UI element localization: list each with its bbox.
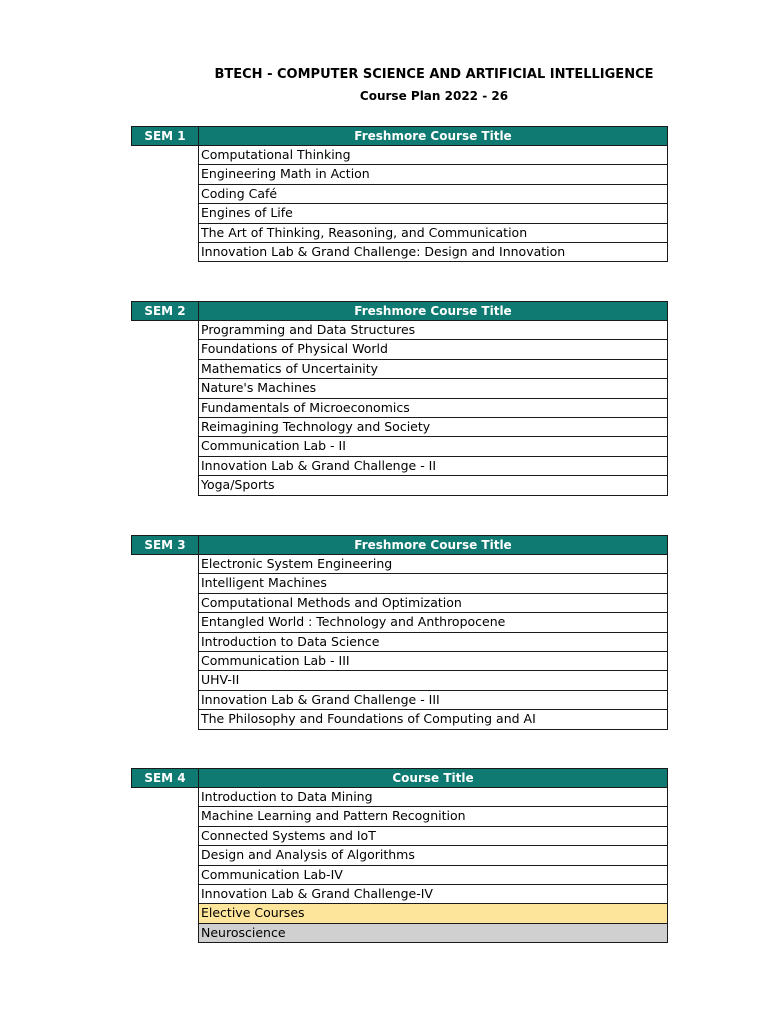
course-row: The Art of Thinking, Reasoning, and Communication <box>199 224 667 243</box>
semester-label: SEM 3 <box>132 536 199 554</box>
course-row: Connected Systems and IoT <box>199 827 667 846</box>
course-row: Innovation Lab & Grand Challenge - III <box>199 691 667 710</box>
course-row: Computational Thinking <box>199 146 667 165</box>
course-row: Reimagining Technology and Society <box>199 418 667 437</box>
course-row: Intelligent Machines <box>199 574 667 593</box>
semester-2-table <box>131 301 668 496</box>
course-row: Communication Lab - III <box>199 652 667 671</box>
semester-label: SEM 4 <box>132 769 199 787</box>
semester-3-table <box>131 535 668 730</box>
column-title: Course Title <box>392 771 474 785</box>
course-row: Nature's Machines <box>199 379 667 398</box>
column-title: Freshmore Course Title <box>354 129 512 143</box>
course-row: Innovation Lab & Grand Challenge-IV <box>199 885 667 904</box>
course-row: Engineering Math in Action <box>199 165 667 184</box>
semester-3-header <box>131 535 668 555</box>
course-row: Engines of Life <box>199 204 667 223</box>
course-row: Communication Lab - II <box>199 437 667 456</box>
document-title: BTECH - COMPUTER SCIENCE AND ARTIFICIAL INTELLIGENCE <box>214 67 654 82</box>
column-title: Freshmore Course Title <box>354 538 512 552</box>
semester-1-table <box>131 126 668 262</box>
course-row: Mathematics of Uncertainity <box>199 360 667 379</box>
elective-courses-row: Elective Courses <box>199 904 667 923</box>
course-row: Innovation Lab & Grand Challenge - II <box>199 457 667 476</box>
course-row: Communication Lab-IV <box>199 866 667 885</box>
course-row: Design and Analysis of Algorithms <box>199 846 667 865</box>
course-row: Computational Methods and Optimization <box>199 594 667 613</box>
semester-4-table <box>131 768 668 943</box>
document-subtitle: Course Plan 2022 - 26 <box>359 89 509 103</box>
course-row: Innovation Lab & Grand Challenge: Design and Innovation <box>199 243 667 262</box>
semester-1-header <box>131 126 668 146</box>
course-row: Programming and Data Structures <box>199 321 667 340</box>
course-row: Machine Learning and Pattern Recognition <box>199 807 667 826</box>
course-row: Coding Café <box>199 185 667 204</box>
semester-label: SEM 2 <box>132 302 199 320</box>
semester-2-header <box>131 301 668 321</box>
course-row: The Philosophy and Foundations of Computing and AI <box>199 710 667 729</box>
semester-4-header <box>131 768 668 788</box>
course-row: Fundamentals of Microeconomics <box>199 399 667 418</box>
course-row: Introduction to Data Mining <box>199 788 667 807</box>
course-row: Introduction to Data Science <box>199 633 667 652</box>
semester-label: SEM 1 <box>132 127 199 145</box>
course-row: Entangled World : Technology and Anthropocene <box>199 613 667 632</box>
course-row: UHV-II <box>199 671 667 690</box>
course-row: Electronic System Engineering <box>199 555 667 574</box>
course-row: Neuroscience <box>199 924 667 943</box>
course-row: Yoga/Sports <box>199 476 667 495</box>
course-row: Foundations of Physical World <box>199 340 667 359</box>
column-title: Freshmore Course Title <box>354 304 512 318</box>
